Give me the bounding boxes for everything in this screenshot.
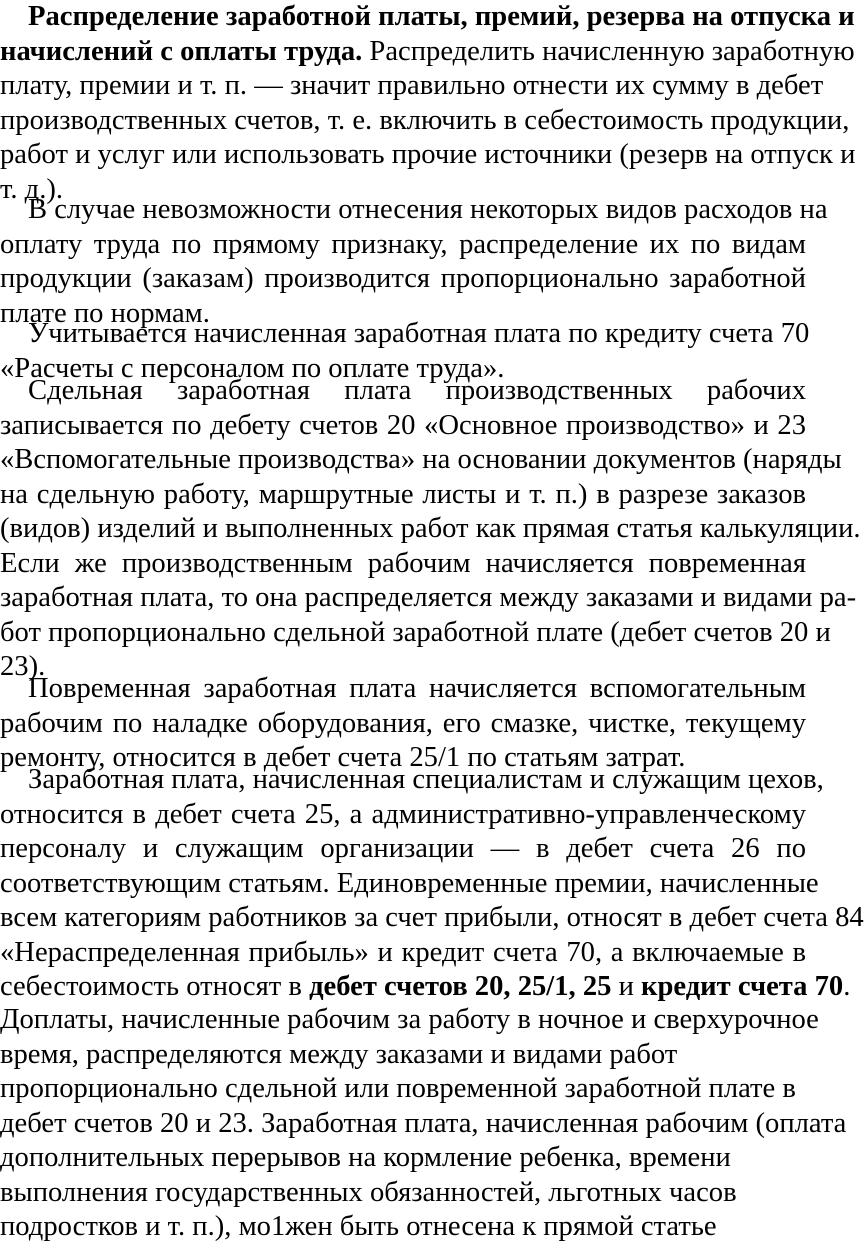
p6-bold-debit: дебет счетов 20, 25/1, 25 (309, 971, 612, 1002)
p7-line-5: дополнительных перерывов на кормление ребенка, времени (0, 1142, 731, 1173)
p7-line-3: пропорционально сдельной или повременной заработной плате в (0, 1073, 796, 1104)
p3-line-2: «Расчеты с персоналом по оплате труда». (0, 352, 505, 384)
p1-line-1 (28, 0, 855, 34)
p5-line-3: ремонту, относится в дебет счета 25/1 по статьям затрат. (0, 742, 686, 773)
p1-heading-part-1: Распределение заработной платы, премий, резерва на отпуска и (28, 1, 855, 32)
p6-line-5: всем категориям работников за счет прибыли, относят в дебет счета 84 (0, 902, 864, 933)
p7-line-6: выполнения государственных обязанностей, льготных часов (0, 1176, 737, 1208)
p2-line-2: оплату труда по прямому признаку, распределение их по видам (0, 228, 806, 260)
p4-line-6: Если же производственным рабочим начисляется повременная (0, 547, 806, 579)
p6-line-2: относится в дебет счета 25, а административно-управленческому (0, 798, 806, 830)
p4-line-4: на сдельную работу, маршрутные листы и т. п.) в разрезе заказов (0, 478, 806, 510)
p6-bold-credit: кредит счета 70 (641, 971, 844, 1002)
p6-line-6: «Нераспределенная прибыль» и кредит счета 70, а включаемые в (0, 936, 806, 968)
p7-line-4: дебет счетов 20 и 23. Заработная плата, начисленная рабочим (оплата (0, 1107, 847, 1139)
p5-line-2: рабочим по наладке оборудования, его смазке, чистке, текущему (0, 707, 806, 739)
p1-line-2: начислений с оплаты труда. Распределить начисленную заработную (0, 35, 855, 67)
p4-line-3: «Вспомогательные производства» на основании документов (наряды (0, 444, 842, 475)
p6-line-1: Заработная плата, начисленная специалистам и служащим цехов, (28, 764, 824, 795)
p6-line-7: себестоимость относят в дебет счетов 20, 25/1, 25 и кредит счета 70. (0, 971, 851, 1002)
p4-line-8: бот пропорционально сдельной заработной плате (дебет счетов 20 и (0, 616, 831, 648)
p1-line-3: плату, премии и т. п. — значит правильно отнести их сумму в дебет (0, 70, 824, 101)
p6-line-4: соответствующим статьям. Единовременные премии, начисленные (0, 867, 819, 899)
p2-line-1: В случае невозможности отнесения некоторых видов расходов на (28, 194, 828, 225)
p5-line-1: Повременная заработная плата начисляется вспомогательным (28, 673, 806, 704)
p4-line-1: Сдельная заработная плата производственных рабочих (28, 375, 806, 406)
p7-line-7: подростков и т. п.), мо1жен быть отнесена к прямой статье (0, 1211, 717, 1242)
p1-line-4: производственных счетов, т. е. включить в себестоимость продукции, (0, 104, 850, 136)
p4-line-9: 23). (0, 651, 46, 682)
p3-line-1: Учитывается начисленная заработная плата по кредиту счета 70 (28, 318, 810, 349)
p1-heading-part-2: начислений с оплаты труда. (0, 35, 363, 67)
p1-line-5: работ и услуг или использовать прочие источники (резерв на отпуск и (0, 139, 856, 170)
p6-line-3: персоналу и служащим организации — в дебет счета 26 по (0, 833, 806, 864)
p1-line-6: т. д.). (0, 173, 64, 205)
p4-line-7: заработная плата, то она распределяется между заказами и видами ра- (0, 582, 857, 613)
p4-line-5: (видов) изделий и выполненных работ как прямая статья калькуляции. (0, 513, 861, 544)
p7-line-2: время, распределяются между заказами и видами работ (0, 1038, 678, 1070)
p7-line-1: Доплаты, начисленные рабочим за работу в ночное и сверхурочное (0, 1004, 819, 1035)
p4-line-2: записывается по дебету счетов 20 «Основное производство» и 23 (0, 409, 806, 441)
p2-line-3: продукции (заказам) производится пропорционально заработной (0, 263, 806, 294)
p2-line-4: плате по нормам. (0, 297, 210, 329)
